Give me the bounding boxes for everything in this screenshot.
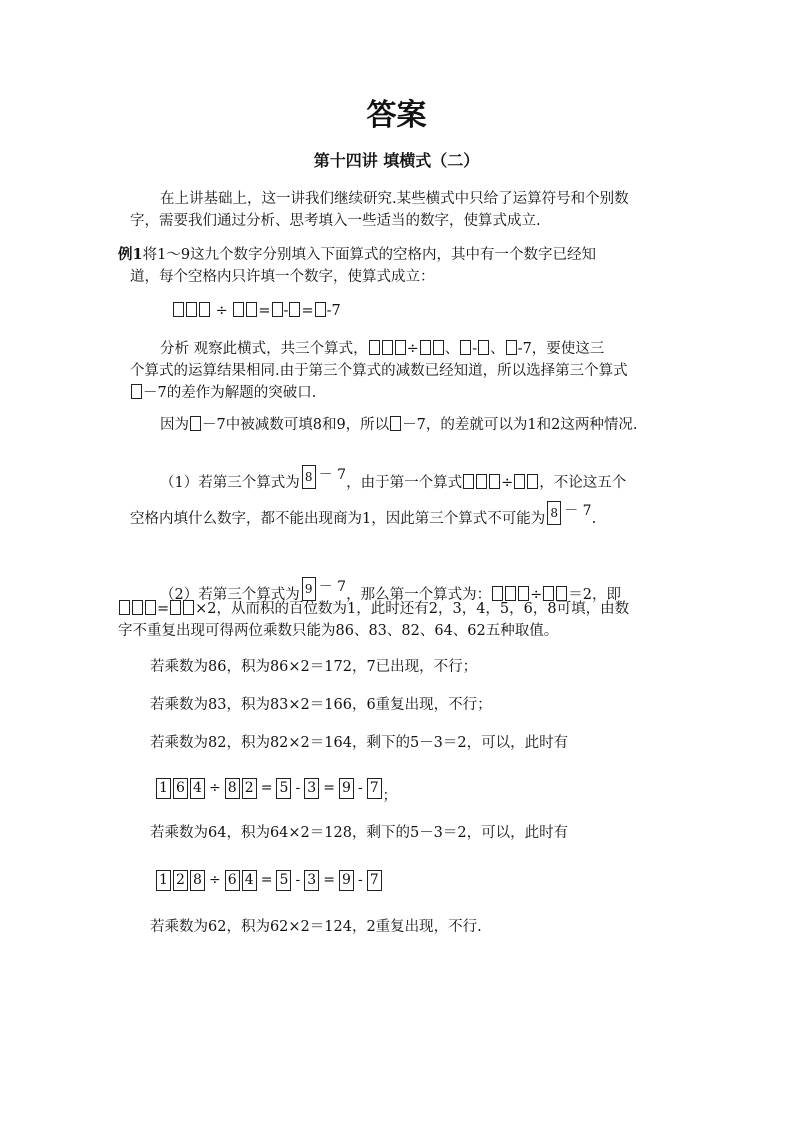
- digit-box: 7: [367, 778, 382, 799]
- blank-box: [476, 474, 487, 489]
- puzzle-formula: [172, 300, 341, 322]
- divide-sign: ÷: [406, 341, 419, 357]
- blank-box: [514, 474, 525, 489]
- analysis-line-2: 个算式的运算结果相同.由于第三个算式的减数已经知道，所以选择第三个算式: [130, 363, 628, 379]
- blank-box: [132, 600, 143, 615]
- blank-box: [433, 340, 444, 355]
- blank-box: [420, 340, 431, 355]
- case1-text: ，由于第一个算式: [346, 475, 463, 491]
- blank-box: [395, 340, 406, 355]
- try-62: 若乘数为62，积为62×2＝124，2重复出现，不行.: [150, 919, 482, 935]
- blank-box: [190, 416, 201, 431]
- digit-box: 9: [302, 577, 316, 601]
- divide-sign: ÷: [209, 872, 221, 888]
- blank-box: [369, 340, 380, 355]
- blank-box: [506, 340, 517, 355]
- minus-sign: -: [295, 872, 301, 888]
- minus-sign: -: [326, 303, 332, 319]
- digit-box: 3: [304, 778, 319, 799]
- case1-line-1: [160, 464, 626, 494]
- blank-box: [478, 340, 489, 355]
- example-line-2: 道，每个空格内只许填一个数字，使算式成立：: [130, 269, 435, 285]
- minus-sign: -: [357, 872, 363, 888]
- intro-line-1: 在上讲基础上，这一讲我们继续研究.某些横式中只给了运算符号和个别数: [160, 191, 629, 207]
- digit-box: 6: [225, 870, 240, 891]
- example-text-1: 将1～9这九个数字分别填入下面算式的空格内，其中有一个数字已经知: [142, 247, 597, 263]
- digit-box: 8: [225, 778, 240, 799]
- case1-line-2: [130, 500, 596, 530]
- seven: 7: [331, 303, 341, 319]
- blank-box: [233, 302, 244, 317]
- blank-box: [246, 302, 257, 317]
- solution-1: [155, 776, 397, 808]
- digit-box: 8: [190, 870, 205, 891]
- minus-sign: -: [283, 303, 289, 319]
- minus-seven: － 7: [564, 503, 592, 519]
- example-line-1: [118, 244, 596, 266]
- digit-box: 9: [339, 870, 354, 891]
- digit-box: 8: [302, 465, 316, 489]
- because-text: －7中被减数可填8和9，所以: [202, 417, 390, 433]
- divide-sign: ÷: [530, 587, 543, 603]
- blank-box: [183, 600, 194, 615]
- equals-sign: =: [260, 780, 273, 796]
- digit-box: 8: [547, 501, 561, 525]
- blank-box: [186, 302, 197, 317]
- divide-sign: ÷: [501, 475, 514, 491]
- divide-sign: ÷: [209, 780, 221, 796]
- example-label: 例1: [118, 246, 143, 263]
- blank-box: [489, 474, 500, 489]
- try-83: 若乘数为83，积为83×2＝166，6重复出现，不行；: [150, 697, 492, 713]
- equals-sign: =: [323, 872, 335, 888]
- blank-box: [289, 302, 300, 317]
- equals-sign: =: [301, 303, 314, 319]
- digit-box: 7: [367, 870, 382, 891]
- solution-2: [155, 868, 383, 892]
- blank-box: [382, 340, 393, 355]
- digit-box: 9: [339, 778, 354, 799]
- separator: 、: [444, 341, 460, 357]
- case2-line-2: [118, 598, 629, 620]
- case1-text: （1）若第三个算式为: [160, 475, 300, 491]
- blank-box: [463, 474, 474, 489]
- case2-text: ×2，从而积的百位数为1，此时还有2，3，4，5，6，8可填，由数: [195, 601, 630, 617]
- blank-box: [199, 302, 210, 317]
- digit-box: 6: [173, 778, 188, 799]
- digit-box: 3: [304, 870, 319, 891]
- digit-box: 1: [156, 870, 171, 891]
- digit-box: 5: [276, 870, 291, 891]
- because-text: 因为: [160, 417, 189, 433]
- try-82: 若乘数为82，积为82×2＝164，剩下的5－3＝2，可以，此时有: [150, 735, 569, 751]
- because-text: －7，的差就可以为1和2这两种情况.: [402, 417, 638, 433]
- minus-sign: -: [357, 780, 363, 796]
- blank-box: [315, 302, 326, 317]
- blank-box: [119, 600, 130, 615]
- equals-sign: =: [323, 780, 335, 796]
- digit-box: 4: [242, 870, 257, 891]
- analysis-line-3: [130, 382, 316, 404]
- digit-box: 4: [190, 778, 205, 799]
- try-86: 若乘数为86，积为86×2＝172，7已出现，不行；: [150, 659, 478, 675]
- case2-text: （2）若第三个算式为: [160, 587, 300, 603]
- blank-box: [170, 600, 181, 615]
- equals-sign: =: [260, 872, 273, 888]
- blank-box: [272, 302, 283, 317]
- page-title: 答案: [366, 98, 427, 133]
- digit-box: 2: [173, 870, 188, 891]
- digit-box: 5: [276, 778, 291, 799]
- analysis-line-1: [160, 338, 604, 360]
- blank-box: [131, 384, 142, 399]
- because-line: [160, 414, 637, 436]
- analysis-text: 分析 观察此横式，共三个算式，: [160, 341, 368, 357]
- period: .: [591, 511, 597, 527]
- blank-box: [460, 340, 471, 355]
- equals-sign: =: [258, 303, 271, 319]
- digit-box: 1: [156, 778, 171, 799]
- analysis-text: －7的差作为解题的突破口.: [143, 385, 317, 401]
- separator: 、: [490, 341, 505, 357]
- analysis-text: -7，要使这三: [517, 341, 605, 357]
- blank-box: [527, 474, 538, 489]
- blank-box: [390, 416, 401, 431]
- lesson-subtitle: 第十四讲 填横式（二）: [313, 151, 480, 170]
- try-64: 若乘数为64，积为64×2＝128，剩下的5－3＝2，可以，此时有: [150, 825, 569, 841]
- minus-seven: － 7: [318, 467, 347, 483]
- case2-text: ＝2，即: [568, 587, 621, 603]
- intro-line-2: 字，需要我们通过分析、思考填入一些适当的数字，使算式成立.: [130, 213, 541, 229]
- equals-sign: =: [157, 601, 170, 617]
- divide-sign: ÷: [215, 303, 228, 319]
- case2-line-3: 字不重复出现可得两位乘数只能为86、83、82、64、62五种取值。: [118, 623, 559, 639]
- case2-text: ，那么第一个算式为：: [346, 587, 492, 603]
- minus-sign: -: [295, 780, 301, 796]
- minus-seven: － 7: [318, 579, 347, 595]
- blank-box: [173, 302, 184, 317]
- minus-sign: -: [472, 341, 478, 357]
- case1-text: 空格内填什么数字，都不能出现商为1，因此第三个算式不可能为: [130, 511, 546, 527]
- blank-box: [145, 600, 156, 615]
- semicolon: ；: [382, 788, 397, 804]
- case1-text: ，不论这五个: [539, 475, 627, 491]
- digit-box: 2: [242, 778, 257, 799]
